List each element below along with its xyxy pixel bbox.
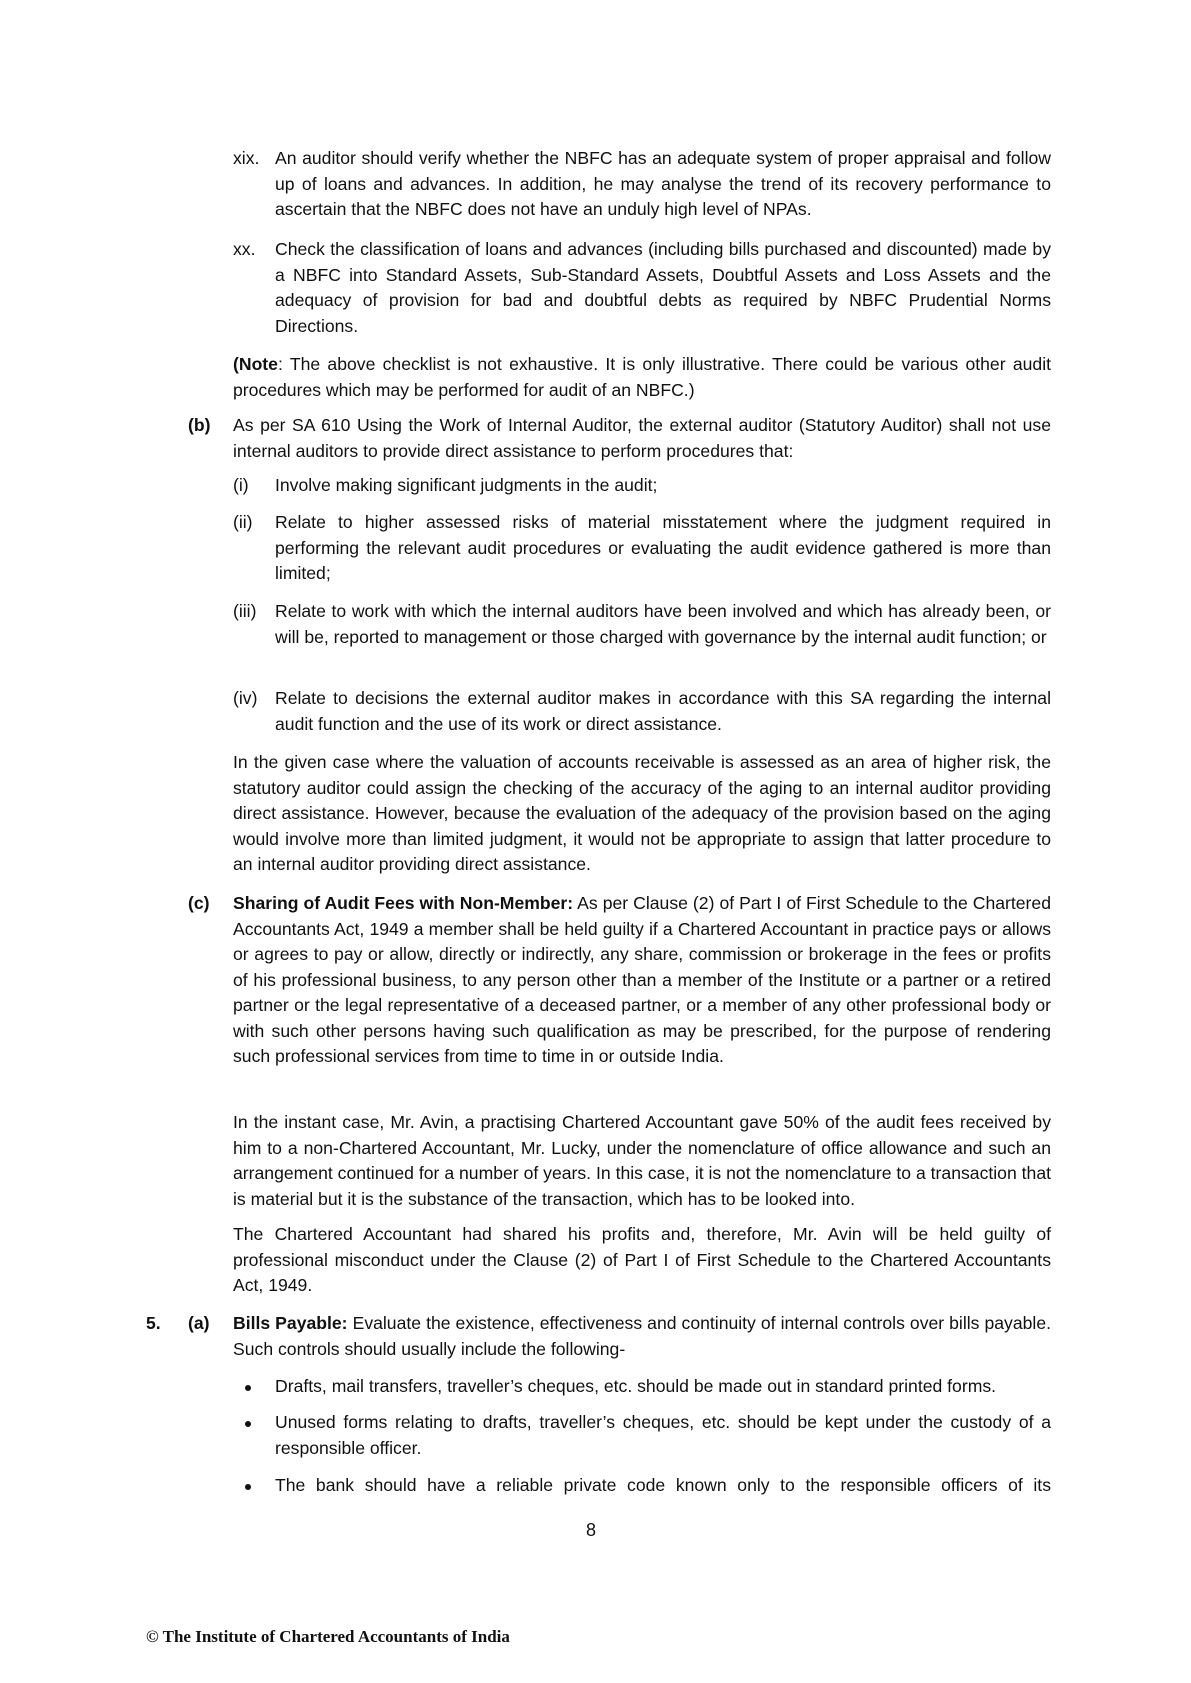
note-text: : The above checklist is not exhaustive. It is only illustrative. There could be various other audit procedures which may be performed for audit of an NBFC.) (233, 354, 1051, 400)
part-b-item-iv-text: Relate to decisions the external auditor makes in accordance with this SA regarding the internal audit function and the use of its work or direct assistance. (275, 688, 1051, 734)
part-b-item-label-i: (i) (233, 475, 249, 495)
question5-bullet-1: Drafts, mail transfers, traveller’s cheques, etc. should be made out in standard printed forms. (275, 1376, 997, 1396)
question5-bullet-3: The bank should have a reliable private code known only to the responsible officers of its (275, 1475, 1051, 1495)
part-b-item-label-ii: (ii) (233, 512, 253, 532)
part-c-para1-text: As per Clause (2) of Part I of First Schedule to the Chartered Accountants Act, 1949 a member shall be held guilty if a Chartered Accountant in practice pays or allows or agrees to pay or allow, directly or indirectly, any share, commission or brokerage in the fees or profits of his professional business, to any person other than a member of the Institute or a partner or a retired partner or the legal representative of a deceased partner, or a member of any other professional body or with such other persons having such qualification as may be prescribed, for the purpose of rendering such professional services from time to time in or outside India. (233, 893, 1051, 1066)
part-b-item-ii-text: Relate to higher assessed risks of material misstatement where the judgment required in performing the relevant audit procedures or evaluating the audit evidence gathered is more than limited; (275, 512, 1051, 583)
bullet-icon (245, 1385, 251, 1391)
part-c-para3: The Chartered Accountant had shared his profits and, therefore, Mr. Avin will be held guilty of professional misconduct under the Clause (2) of Part I of First Schedule to the Chartered Accountants Act, 1949. (233, 1224, 1051, 1295)
page-number: 8 (586, 1520, 597, 1540)
item-xix-text: An auditor should verify whether the NBFC has an adequate system of proper appraisal and follow up of loans and advances. In addition, he may analyse the trend of its recovery performance to ascertain that the NBFC does not have an unduly high level of NPAs. (275, 148, 1051, 219)
question-number: 5. (146, 1313, 161, 1333)
item-label-xix: xix. (233, 148, 260, 168)
part-b-item-i-text: Involve making significant judgments in the audit; (275, 475, 658, 495)
question5-heading: Bills Payable: (233, 1313, 348, 1333)
item-xx-text: Check the classification of loans and advances (including bills purchased and discounted) made by a NBFC into Standard Assets, Sub-Standard Assets, Doubtful Assets and Loss Assets and the adequacy of provision for bad and doubtful debts as required by NBFC Prudential Norms Directions. (275, 239, 1051, 336)
bullet-icon (245, 1421, 251, 1427)
part-b-item-iii-text: Relate to work with which the internal auditors have been involved and which has already been, or will be, reported to management or those charged with governance by the internal audit function; or (275, 601, 1051, 647)
part-b-item-label-iv: (iv) (233, 688, 258, 708)
part-b-label: (b) (188, 415, 211, 435)
part-b-conclusion: In the given case where the valuation of accounts receivable is assessed as an area of higher risk, the statutory auditor could assign the checking of the accuracy of the aging to an internal auditor providing direct assistance. However, because the evaluation of the adequacy of the provision based on the aging would involve more than limited judgment, it would not be appropriate to assign that latter procedure to an internal auditor providing direct assistance. (233, 752, 1051, 874)
part-b-item-label-iii: (iii) (233, 601, 257, 621)
question5-intro (233, 1311, 1051, 1362)
item-label-xx: xx. (233, 239, 256, 259)
question5-bullet-2: Unused forms relating to drafts, traveller’s cheques, etc. should be kept under the custody of a responsible officer. (275, 1412, 1051, 1458)
part-b-intro: As per SA 610 Using the Work of Internal Auditor, the external auditor (Statutory Auditor) shall not use internal auditors to provide direct assistance to perform procedures that: (233, 415, 1051, 461)
footer-copyright: © The Institute of Chartered Accountants of India (146, 1627, 510, 1646)
note-paragraph (233, 352, 1051, 403)
bullet-icon (245, 1484, 251, 1490)
part-c-para2: In the instant case, Mr. Avin, a practising Chartered Accountant gave 50% of the audit fees received by him to a non-Chartered Accountant, Mr. Lucky, under the nomenclature of office allowance and such an arrangement continued for a number of years. In this case, it is not the nomenclature to a transaction that is material but it is the substance of the transaction, which has to be looked into. (233, 1112, 1051, 1209)
question5-intro-text: Evaluate the existence, effectiveness and continuity of internal controls over bills payable. Such controls should usually include the following- (233, 1313, 1051, 1359)
part-c-heading: Sharing of Audit Fees with Non-Member: (233, 893, 574, 913)
part-c-para1 (233, 891, 1051, 1070)
question5-part-label: (a) (188, 1313, 210, 1333)
part-c-label: (c) (188, 893, 210, 913)
note-open: (Note (233, 354, 278, 374)
